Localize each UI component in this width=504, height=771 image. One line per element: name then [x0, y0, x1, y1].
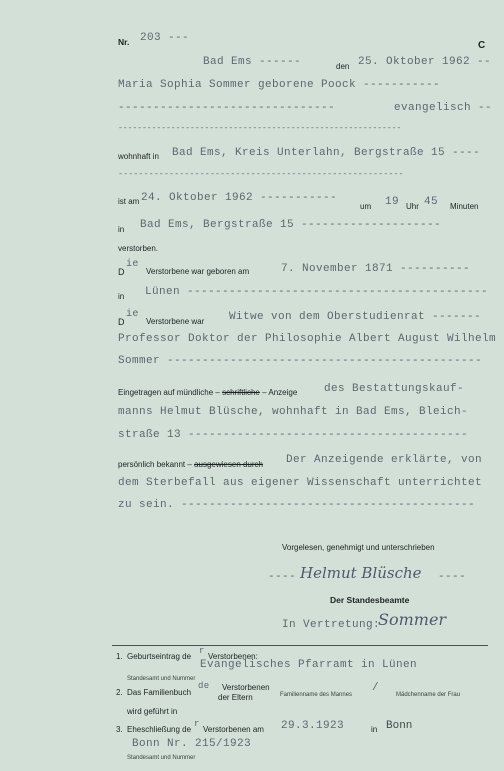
- item1-value: Evangelisches Pfarramt in Lünen: [200, 659, 418, 671]
- registration-line-2: manns Helmut Blüsche, wohnhaft in Bad Ems, Bleich-: [118, 406, 469, 418]
- registrar-title: Der Standesbeamte: [330, 595, 410, 605]
- registration-label-suffix: – Anzeige: [262, 388, 298, 397]
- item2-maedchenname: Mädchenname der Frau: [396, 692, 461, 698]
- item1-number: 1.: [116, 652, 123, 661]
- item3-suffix: r: [194, 719, 200, 729]
- dash-fill: --------------------------------------------------------: [118, 169, 404, 179]
- verstorben-label: verstorben.: [118, 244, 159, 253]
- footer-rule: [112, 645, 488, 646]
- item2-number: 2.: [116, 688, 123, 697]
- item2-de: de: [198, 681, 210, 691]
- vertretung-label: In Vertretung:: [282, 619, 381, 631]
- registration-line-1: des Bestattungskauf-: [324, 383, 465, 395]
- status-line-2: Professor Doktor der Philosophie Albert August Wilhelm: [118, 333, 497, 345]
- birth-place: Lünen -------------------------------------------: [145, 286, 489, 298]
- registration-date: 25. Oktober 1962 --: [358, 56, 492, 68]
- religion: evangelisch --: [394, 102, 493, 114]
- item1-label2: Verstorbenen:: [208, 652, 258, 661]
- registration-label-prefix: Eingetragen auf mündliche –: [118, 388, 220, 397]
- identity-line-1: Der Anzeigende erklärte, von: [286, 454, 483, 466]
- status-label: Verstorbene war: [146, 317, 205, 326]
- identity-label-prefix: persönlich bekannt –: [118, 460, 192, 469]
- item2-label: Das Familienbuch: [127, 688, 192, 697]
- d-label: D: [118, 317, 125, 327]
- item3-date: 29.3.1923: [281, 720, 345, 732]
- registration-label: [118, 389, 297, 397]
- identity-line-2: dem Sterbefall aus eigener Wissenschaft unterrichtet: [118, 477, 483, 489]
- nr-label: Nr.: [118, 37, 130, 47]
- item3-sublabel: Standesamt und Nummer: [127, 755, 196, 761]
- dash-fill: -------------------------------: [118, 102, 336, 114]
- registration-label-struck: schriftliche: [222, 388, 260, 397]
- registrar-signature: Sommer: [378, 610, 447, 629]
- birth-label: Verstorbene war geboren am: [146, 267, 250, 276]
- death-minutes: 45: [424, 196, 439, 208]
- item1-label: Geburtseintrag de: [127, 652, 192, 661]
- corner-letter: C: [478, 40, 486, 51]
- item3-label2: Verstorbenen am: [203, 725, 264, 734]
- item2-verstorbenen: Verstorbenen: [222, 683, 270, 692]
- vorgelesen-text: Vorgelesen, genehmigt und unterschrieben: [282, 543, 435, 552]
- d-suffix: ie: [126, 309, 139, 320]
- item2-wird: wird geführt in: [127, 707, 178, 716]
- residence-label: wohnhaft in: [118, 152, 159, 161]
- item3-value: Bonn Nr. 215/1923: [132, 738, 252, 750]
- item1-sublabel: Standesamt und Nummer: [127, 676, 196, 682]
- registration-place: Bad Ems ------: [203, 56, 302, 68]
- identity-line-3: zu sein. ------------------------------------------: [118, 499, 476, 511]
- d-suffix: ie: [126, 259, 139, 270]
- status-line-1: Witwe von dem Oberstudienrat -------: [229, 311, 482, 323]
- birth-date: 7. November 1871 ----------: [281, 263, 471, 275]
- status-line-3: Sommer ---------------------------------------------: [118, 355, 483, 367]
- death-place: Bad Ems, Bergstraße 15 --------------------: [140, 219, 442, 231]
- in-label: in: [118, 292, 125, 301]
- identity-label: [118, 461, 263, 469]
- item3-number: 3.: [116, 725, 123, 734]
- um-label: um: [360, 202, 372, 211]
- residence-value: Bad Ems, Kreis Unterlahn, Bergstraße 15 ----: [172, 147, 481, 159]
- item3-in: in: [371, 725, 378, 734]
- dash-fill: -----------------------------------------------------------: [118, 124, 402, 133]
- uhr-label: Uhr: [406, 202, 419, 211]
- nr-value: 203 ---: [140, 32, 190, 44]
- identity-label-struck: ausgewiesen durch: [194, 460, 263, 469]
- item2-slash: /: [372, 682, 380, 694]
- item2-eltern: der Eltern: [218, 693, 253, 702]
- death-date: 24. Oktober 1962 -----------: [141, 192, 338, 204]
- deceased-name: Maria Sophia Sommer geborene Poock -----------: [118, 79, 441, 91]
- signature-dash-left: ----: [268, 571, 297, 583]
- signature-dash-right: ----: [438, 571, 467, 583]
- item1-suffix: r: [199, 646, 205, 656]
- death-hour: 19: [385, 196, 400, 208]
- d-label: D: [118, 267, 125, 277]
- informant-signature: Helmut Blüsche: [300, 564, 422, 582]
- registration-line-3: straße 13 ----------------------------------------: [118, 429, 469, 441]
- item3-place: Bonn: [386, 720, 413, 732]
- den-label: den: [336, 62, 350, 71]
- minuten-label: Minuten: [450, 202, 479, 211]
- item2-familienname-mann: Familienname des Mannes: [280, 692, 353, 698]
- in-label: in: [118, 225, 125, 234]
- item3-label: Eheschließung de: [127, 725, 192, 734]
- ist-am-label: ist am: [118, 197, 140, 206]
